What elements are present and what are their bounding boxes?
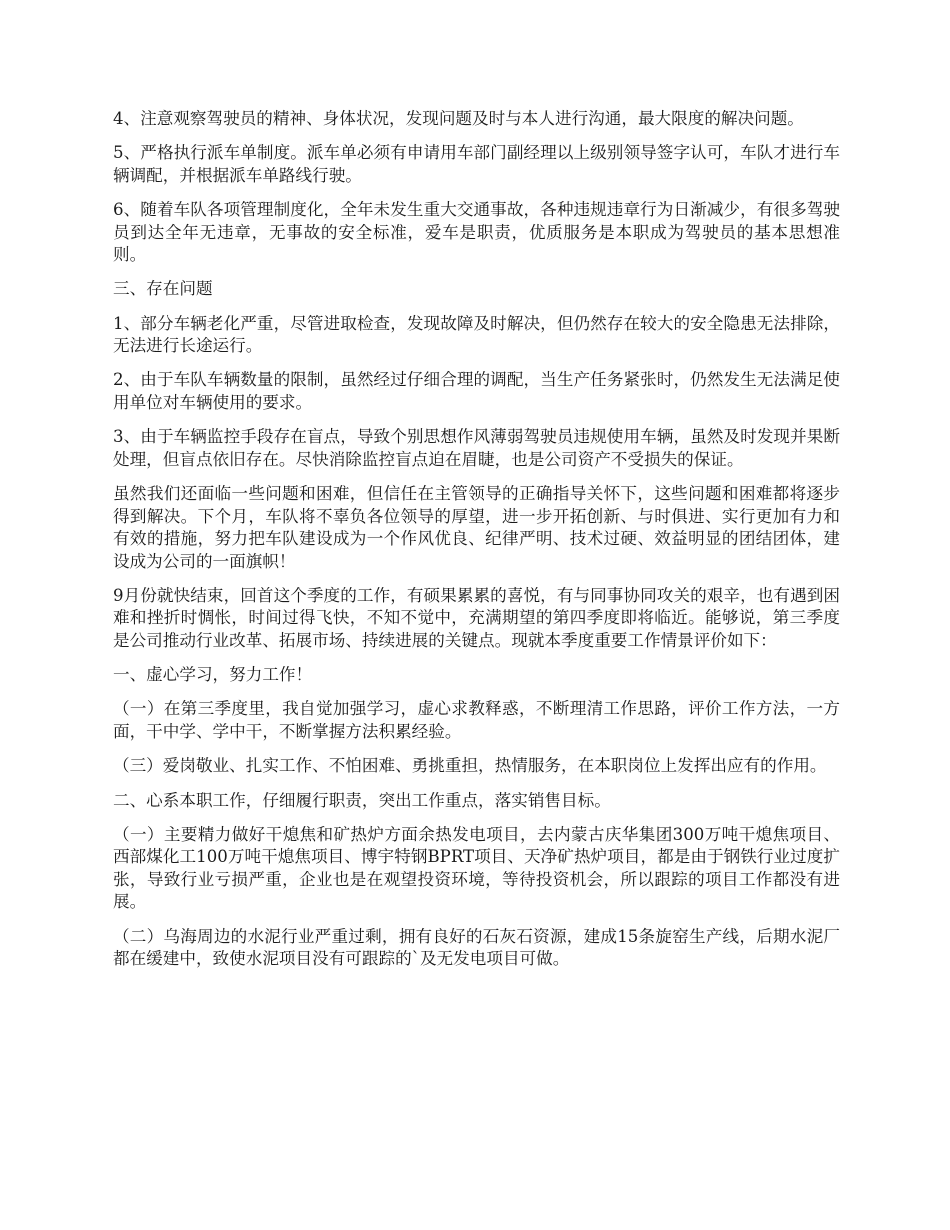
section-heading-existing-problems: 三、存在问题 [113, 279, 213, 299]
section-heading-study-work: 一、虚心学习，努力工作！ [113, 665, 313, 685]
paragraph-problem-2: 2、由于车队车辆数量的限制，虽然经过仔细合理的调配，当生产任务紧张时，仍然发生无法满足使用单位对车辆使用的要求。 [113, 370, 840, 412]
paragraph-quarter-review-intro: 9月份就快结束，回首这个季度的工作，有硕果累累的喜悦，有与同事协同攻关的艰辛，也有遇到困难和挫折时惆怅，时间过得飞快，不知不觉中，充满期望的第四季度即将临近。能够说，第三季度是公司推动行业改革、拓展市场、持续进展的关键点。现就本季度重要工作情景评价如下： [113, 585, 840, 650]
paragraph-item-6-management: 6、随着车队各项管理制度化，全年未发生重大交通事故，各种违规违章行为日渐减少，有很多驾驶员到达全年无违章，无事故的安全标准，爱车是职责，优质服务是本职成为驾驶员的基本思想准则。 [113, 200, 840, 265]
paragraph-sub-3-dedication: （三）爱岗敬业、扎实工作、不怕困难、勇挑重担，热情服务，在本职岗位上发挥出应有的作用。 [113, 756, 827, 776]
document-body [113, 108, 840, 982]
paragraph-problem-1: 1、部分车辆老化严重，尽管进取检查，发现故障及时解决，但仍然存在较大的安全隐患无法排除，无法进行长途运行。 [113, 313, 840, 356]
paragraph-sub-1-projects: （一）主要精力做好干熄焦和矿热炉方面余热发电项目，去内蒙古庆华集团300万吨干熄焦项目、西部煤化工100万吨干熄焦项目、博宇特钢BPRT项目、天净矿热炉项目，都是由于钢铁行业过度扩张，导致行业亏损严重，企业也是在观望投资环境，等待投资机会，所以跟踪的项目工作都没有进展。 [113, 824, 840, 912]
section-heading-duties: 二、心系本职工作，仔细履行职责，突出工作重点，落实销售目标。 [113, 790, 611, 810]
paragraph-sub-2-cement: （二）乌海周边的水泥行业严重过剩，拥有良好的石灰石资源，建成15条旋窑生产线，后期水泥厂都在缓建中，致使水泥项目没有可跟踪的`及无发电项目可做。 [113, 926, 840, 969]
paragraph-problem-3: 3、由于车辆监控手段存在盲点，导致个别思想作风薄弱驾驶员违规使用车辆，虽然及时发现并果断处理，但盲点依旧存在。尽快消除监控盲点迫在眉睫，也是公司资产不受损失的保证。 [113, 427, 840, 469]
paragraph-sub-1-study: （一）在第三季度里，我自觉加强学习，虚心求教释惑，不断理清工作思路，评价工作方法，一方面，干中学、学中干，不断掌握方法积累经验。 [113, 699, 840, 741]
paragraph-item-5-dispatch-order: 5、严格执行派车单制度。派车单必须有申请用车部门副经理以上级别领导签字认可，车队才进行车辆调配，并根据派车单路线行驶。 [113, 143, 840, 185]
paragraph-item-4-observe-drivers: 4、注意观察驾驶员的精神、身体状况，发现问题及时与本人进行沟通，最大限度的解决问题。 [113, 109, 804, 128]
paragraph-outlook: 虽然我们还面临一些问题和困难，但信任在主管领导的正确指导关怀下，这些问题和困难都将逐步得到解决。下个月，车队将不辜负各位领导的厚望，进一步开拓创新、与时俱进、实行更加有力和有效的措施，努力把车队建设成为一个作风优良、纪律严明、技术过硬、效益明显的团结团体，建设成为公司的一面旗帜！ [113, 484, 840, 571]
